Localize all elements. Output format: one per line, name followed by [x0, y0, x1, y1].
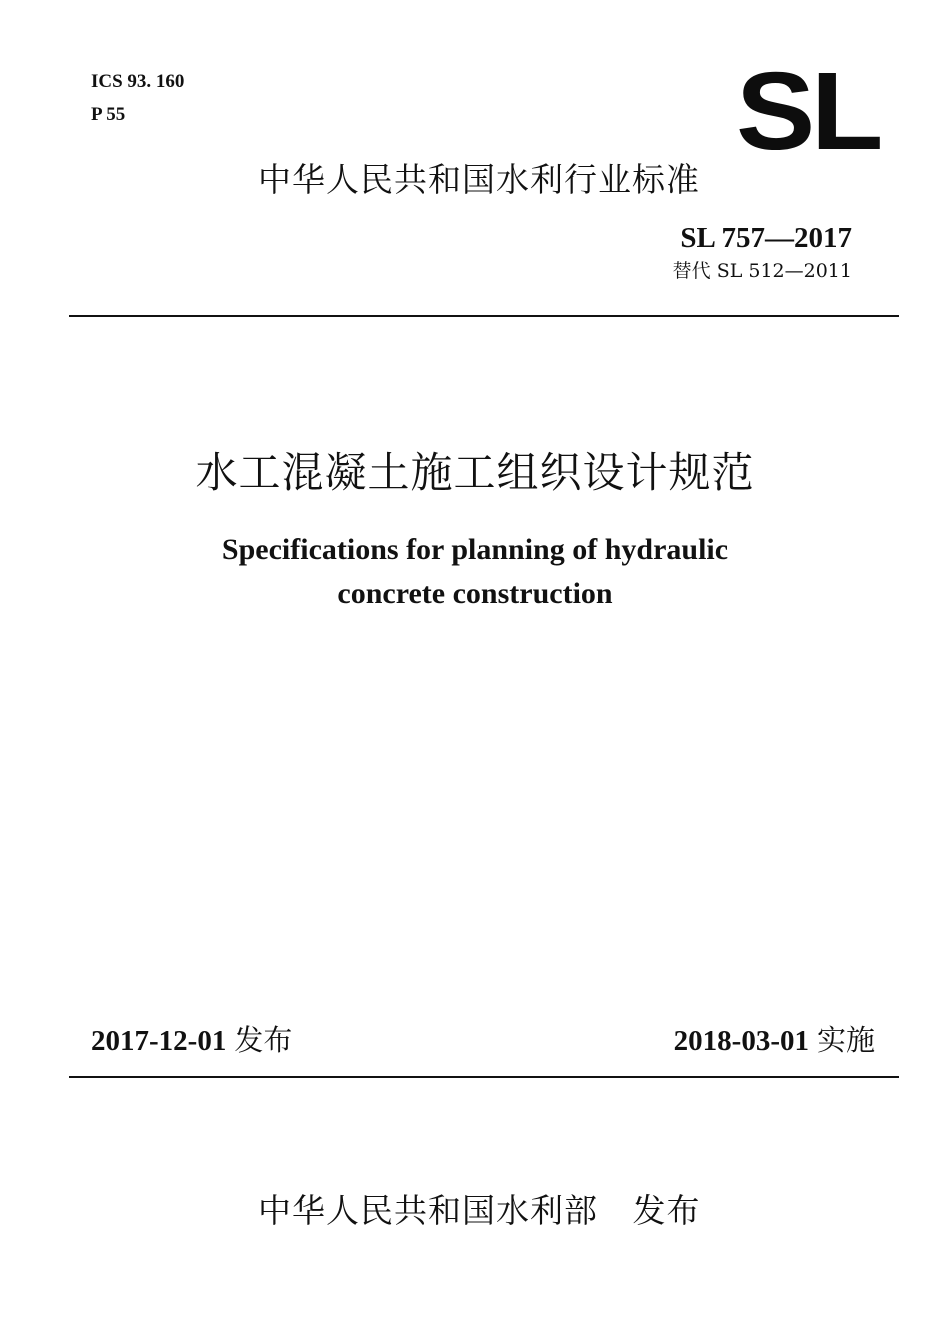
- publisher: 中华人民共和国水利部 发布: [258, 1191, 701, 1230]
- issue-date-block: [91, 1022, 292, 1059]
- document-title-chinese: 水工混凝土施工组织设计规范: [195, 448, 755, 497]
- standard-number: SL 757—2017: [680, 222, 852, 254]
- document-title-english-line-1: Specifications for planning of hydraulic: [221, 533, 729, 566]
- issue-date: 2017-12-01: [91, 1025, 227, 1057]
- ics-code: ICS 93. 160: [91, 71, 185, 92]
- effective-date: 2018-03-01: [673, 1025, 809, 1057]
- p-classification-code: P 55: [91, 104, 126, 125]
- replaces-standard: 替代 SL 512—2011: [672, 260, 852, 282]
- top-divider: [69, 315, 899, 317]
- effective-label: 实施: [816, 1023, 875, 1057]
- bottom-divider: [69, 1076, 899, 1078]
- document-title-english-line-2: concrete construction: [337, 577, 613, 610]
- sl-logo: SL: [736, 50, 880, 173]
- industry-standard-title: 中华人民共和国水利行业标准: [258, 160, 700, 199]
- issue-label: 发布: [234, 1023, 293, 1057]
- effective-date-block: [674, 1022, 875, 1059]
